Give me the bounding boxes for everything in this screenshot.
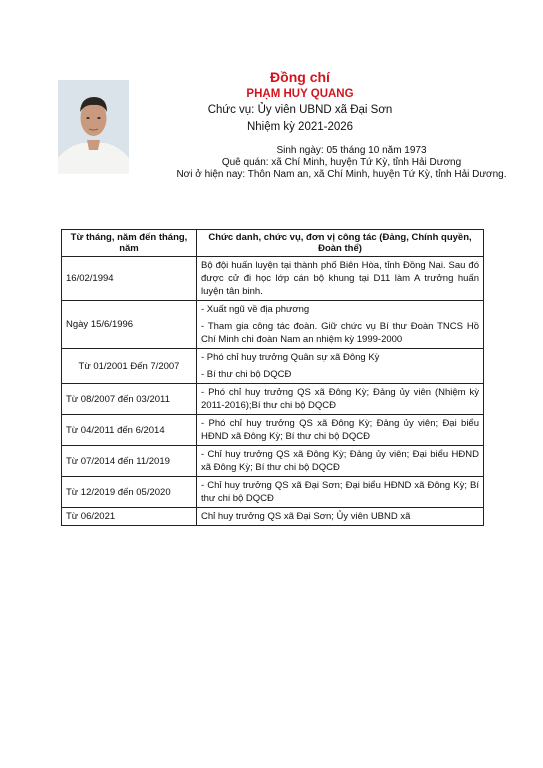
personal-info bbox=[0, 145, 543, 181]
role-cell bbox=[197, 415, 484, 446]
role-line: Chỉ huy trưởng QS xã Đại Sơn; Ủy viên UBND xã bbox=[201, 511, 411, 522]
birth-line: Sinh ngày: 05 tháng 10 năm 1973 bbox=[276, 145, 427, 156]
hometown-line: Quê quán: xã Chí Minh, huyện Tứ Kỳ, tỉnh Hải Dương bbox=[221, 157, 462, 168]
period-cell: Từ 07/2014 đến 11/2019 bbox=[62, 446, 197, 477]
role-line: Bộ đội huấn luyện tại thành phố Biên Hòa, tỉnh Đồng Nai. Sau đó được cử đi học lớp cán bộ khung tại D11 làm A trưởng huấn luyện tân binh. bbox=[201, 260, 479, 297]
table-row bbox=[62, 415, 484, 446]
role-cell bbox=[197, 301, 484, 349]
table-row bbox=[62, 349, 484, 384]
role-line: - Phó chỉ huy trưởng Quân sự xã Đông Kỳ bbox=[201, 352, 380, 363]
period-cell: Từ 08/2007 đến 03/2011 bbox=[62, 384, 197, 415]
role-cell bbox=[197, 257, 484, 301]
role-cell bbox=[197, 446, 484, 477]
career-table bbox=[61, 229, 484, 526]
period-cell: Từ 06/2021 bbox=[62, 508, 197, 526]
role-line: - Chỉ huy trưởng QS xã Đông Kỳ; Đảng ủy viên; Đại biểu HĐND xã Đông Kỳ; Bí thư chi bộ DQCĐ bbox=[201, 449, 479, 473]
profile-header bbox=[140, 68, 460, 136]
position-line: Chức vụ: Ủy viên UBND xã Đại Sơn bbox=[207, 104, 393, 116]
table-header-row bbox=[62, 230, 484, 257]
role-line: - Tham gia công tác đoàn. Giữ chức vụ Bí thư Đoàn TNCS Hồ Chí Minh chi đoàn Nam an nhiệm kỳ 1999-2000 bbox=[201, 321, 479, 345]
table-body bbox=[62, 257, 484, 526]
header-period: Từ tháng, năm đến tháng, năm bbox=[62, 230, 197, 257]
role-cell bbox=[197, 349, 484, 384]
table-row bbox=[62, 508, 484, 526]
period-cell: Từ 04/2011 đến 6/2014 bbox=[62, 415, 197, 446]
role-cell bbox=[197, 477, 484, 508]
period-cell: 16/02/1994 bbox=[62, 257, 197, 301]
period-cell: Ngày 15/6/1996 bbox=[62, 301, 197, 349]
table-row bbox=[62, 477, 484, 508]
table-row bbox=[62, 446, 484, 477]
table-row bbox=[62, 257, 484, 301]
role-line: - Bí thư chi bộ DQCĐ bbox=[201, 369, 292, 380]
period-cell: Từ 01/2001 Đến 7/2007 bbox=[62, 349, 197, 384]
role-line: - Phó chỉ huy trưởng QS xã Đông Kỳ; Đảng ủy viên (Nhiệm kỳ 2011-2016);Bí thư chi bộ DQCĐ bbox=[201, 387, 479, 411]
term-line: Nhiệm kỳ 2021-2026 bbox=[246, 121, 354, 133]
role-cell bbox=[197, 508, 484, 526]
residence-line: Nơi ở hiện nay: Thôn Nam an, xã Chí Minh, huyện Tứ Kỳ, tỉnh Hải Dương. bbox=[176, 169, 507, 180]
role-line: - Phó chỉ huy trưởng QS xã Đông Kỳ; Đảng ủy viên; Đại biểu HĐND xã Đông Kỳ; Bí thư chi bộ DQCĐ bbox=[201, 418, 479, 442]
period-cell: Từ 12/2019 đến 05/2020 bbox=[62, 477, 197, 508]
role-line: - Chỉ huy trưởng QS xã Đại Sơn; Đại biểu HĐND xã Đông Kỳ; Bí thư chi bộ DQCĐ bbox=[201, 480, 479, 504]
table-row bbox=[62, 384, 484, 415]
role-cell bbox=[197, 384, 484, 415]
table-row bbox=[62, 301, 484, 349]
person-name: PHẠM HUY QUANG bbox=[246, 88, 354, 100]
title-comrade: Đồng chí bbox=[270, 69, 330, 85]
header-role: Chức danh, chức vụ, đơn vị công tác (Đảng, Chính quyền, Đoàn thể) bbox=[197, 230, 484, 257]
role-line: - Xuất ngũ về địa phương bbox=[201, 304, 310, 315]
